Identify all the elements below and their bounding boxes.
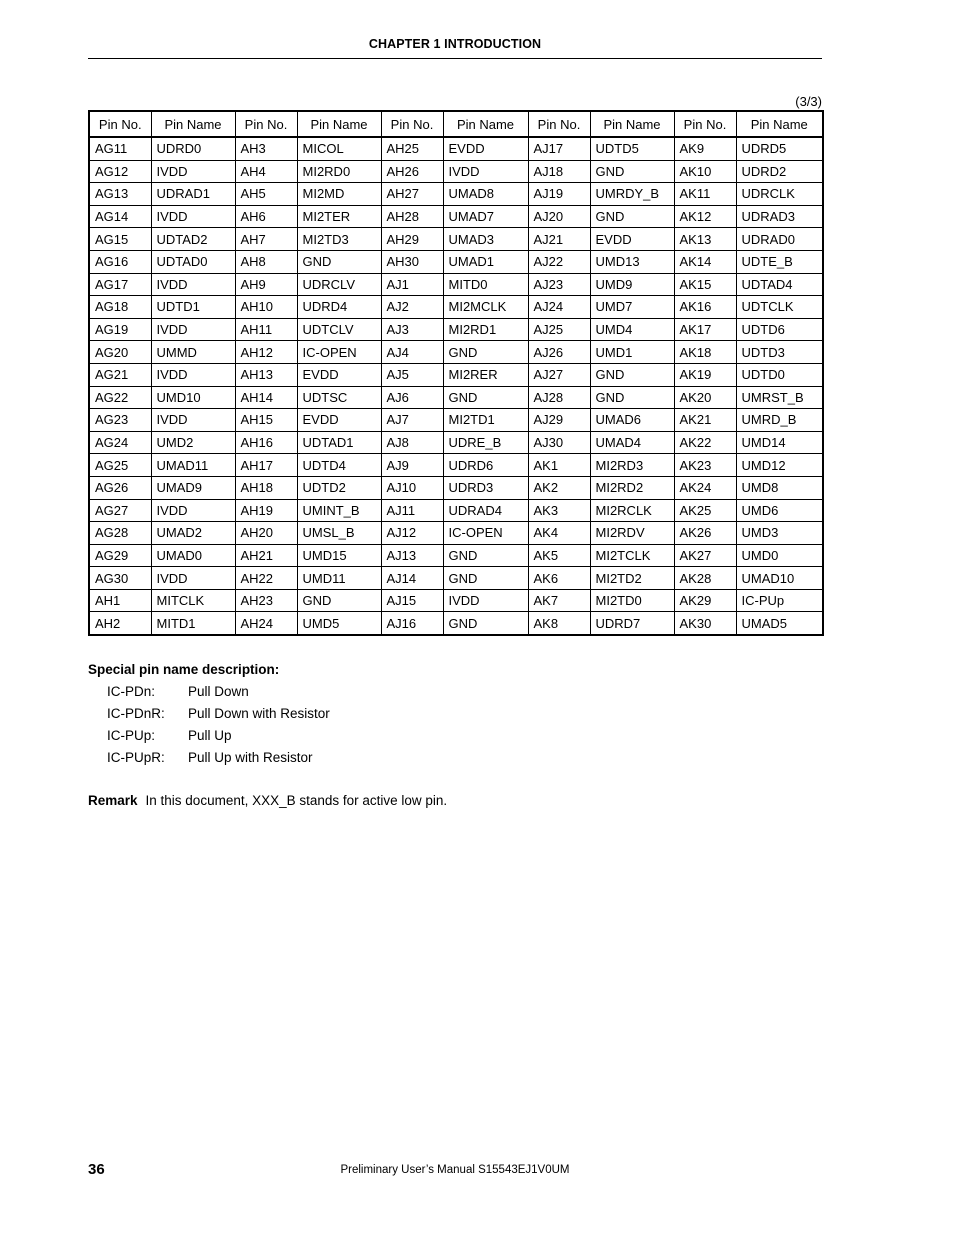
table-row bbox=[89, 431, 823, 454]
pin-number-cell: AK28 bbox=[674, 567, 736, 590]
pin-number-cell: AK10 bbox=[674, 160, 736, 183]
pin-name-cell: UDRE_B bbox=[443, 431, 528, 454]
pin-name-cell: UMINT_B bbox=[297, 499, 381, 522]
pin-number-cell: AK12 bbox=[674, 205, 736, 228]
pin-number-cell: AK13 bbox=[674, 228, 736, 251]
pin-name-cell: UDTCLK bbox=[736, 296, 823, 319]
pin-number-cell: AH15 bbox=[235, 409, 297, 432]
pin-name-cell: IVDD bbox=[151, 567, 235, 590]
pin-name-cell: UMD3 bbox=[736, 522, 823, 545]
table-row bbox=[89, 228, 823, 251]
special-pin-desc: Pull Down with Resistor bbox=[188, 706, 330, 721]
pin-name-cell: UDRAD3 bbox=[736, 205, 823, 228]
pin-name-cell: IVDD bbox=[151, 409, 235, 432]
pin-number-cell: AG14 bbox=[89, 205, 151, 228]
pin-number-cell: AH25 bbox=[381, 137, 443, 160]
pin-name-cell: UDRCLK bbox=[736, 183, 823, 206]
pin-name-cell: MI2RD3 bbox=[590, 454, 674, 477]
special-pin-code: IC-PUp: bbox=[107, 728, 156, 743]
pin-name-cell: MI2TER bbox=[297, 205, 381, 228]
pin-name-cell: UDTD5 bbox=[590, 137, 674, 160]
pin-number-cell: AH16 bbox=[235, 431, 297, 454]
pin-name-cell: MI2TCLK bbox=[590, 544, 674, 567]
pin-number-cell: AG21 bbox=[89, 363, 151, 386]
pin-name-cell: EVDD bbox=[297, 363, 381, 386]
pin-name-cell: UMRDY_B bbox=[590, 183, 674, 206]
column-header: Pin Name bbox=[736, 111, 823, 137]
pin-number-cell: AH13 bbox=[235, 363, 297, 386]
pin-number-cell: AJ8 bbox=[381, 431, 443, 454]
pin-name-cell: UMAD10 bbox=[736, 567, 823, 590]
pin-name-cell: MITD1 bbox=[151, 612, 235, 635]
pin-name-cell: UMAD1 bbox=[443, 250, 528, 273]
table-row bbox=[89, 499, 823, 522]
pin-name-cell: UDRD0 bbox=[151, 137, 235, 160]
pin-name-cell: IC-OPEN bbox=[297, 341, 381, 364]
pin-name-cell: UDTSC bbox=[297, 386, 381, 409]
table-page-index: (3/3) bbox=[795, 94, 822, 109]
pin-number-cell: AH26 bbox=[381, 160, 443, 183]
pin-name-cell: IVDD bbox=[443, 160, 528, 183]
pin-name-cell: EVDD bbox=[590, 228, 674, 251]
pin-number-cell: AK25 bbox=[674, 499, 736, 522]
table-row bbox=[89, 137, 823, 160]
pin-name-cell: UDTAD4 bbox=[736, 273, 823, 296]
pin-number-cell: AK18 bbox=[674, 341, 736, 364]
column-header: Pin No. bbox=[89, 111, 151, 137]
pin-number-cell: AH3 bbox=[235, 137, 297, 160]
pin-number-cell: AK2 bbox=[528, 476, 590, 499]
pin-number-cell: AK20 bbox=[674, 386, 736, 409]
pin-number-cell: AJ27 bbox=[528, 363, 590, 386]
pin-name-cell: UMD10 bbox=[151, 386, 235, 409]
list-item bbox=[107, 706, 330, 728]
pin-name-cell: UDTD4 bbox=[297, 454, 381, 477]
table-row bbox=[89, 386, 823, 409]
pin-number-cell: AJ22 bbox=[528, 250, 590, 273]
pin-name-cell: UMD6 bbox=[736, 499, 823, 522]
pin-number-cell: AK9 bbox=[674, 137, 736, 160]
pin-name-cell: EVDD bbox=[297, 409, 381, 432]
pin-number-cell: AH20 bbox=[235, 522, 297, 545]
pin-number-cell: AH24 bbox=[235, 612, 297, 635]
pin-name-cell: MI2RDV bbox=[590, 522, 674, 545]
pin-number-cell: AG20 bbox=[89, 341, 151, 364]
pin-name-cell: MI2RD1 bbox=[443, 318, 528, 341]
special-pin-desc: Pull Up bbox=[188, 728, 232, 743]
pin-number-cell: AG12 bbox=[89, 160, 151, 183]
pin-number-cell: AK27 bbox=[674, 544, 736, 567]
pin-number-cell: AH23 bbox=[235, 589, 297, 612]
pin-name-cell: UDRAD4 bbox=[443, 499, 528, 522]
pin-number-cell: AJ13 bbox=[381, 544, 443, 567]
pin-number-cell: AH17 bbox=[235, 454, 297, 477]
pin-number-cell: AH27 bbox=[381, 183, 443, 206]
pin-name-cell: IVDD bbox=[151, 160, 235, 183]
pin-name-cell: UDRAD0 bbox=[736, 228, 823, 251]
pin-name-cell: IVDD bbox=[151, 205, 235, 228]
table-row bbox=[89, 476, 823, 499]
pin-name-cell: IVDD bbox=[443, 589, 528, 612]
pin-name-cell: UDRCLV bbox=[297, 273, 381, 296]
pin-number-cell: AG11 bbox=[89, 137, 151, 160]
pin-number-cell: AH2 bbox=[89, 612, 151, 635]
pin-number-cell: AG22 bbox=[89, 386, 151, 409]
pin-name-cell: UDRAD1 bbox=[151, 183, 235, 206]
pin-name-cell: UMD4 bbox=[590, 318, 674, 341]
pin-name-cell: GND bbox=[297, 589, 381, 612]
pin-number-cell: AH28 bbox=[381, 205, 443, 228]
special-pin-desc: Pull Up with Resistor bbox=[188, 750, 313, 765]
pin-name-cell: GND bbox=[590, 386, 674, 409]
table-row bbox=[89, 296, 823, 319]
column-header: Pin No. bbox=[381, 111, 443, 137]
pin-number-cell: AK8 bbox=[528, 612, 590, 635]
pin-number-cell: AJ16 bbox=[381, 612, 443, 635]
table-row bbox=[89, 273, 823, 296]
pin-number-cell: AK17 bbox=[674, 318, 736, 341]
pin-number-cell: AJ19 bbox=[528, 183, 590, 206]
pin-name-cell: GND bbox=[297, 250, 381, 273]
pin-number-cell: AK23 bbox=[674, 454, 736, 477]
page-number: 36 bbox=[88, 1161, 105, 1178]
pin-number-cell: AH5 bbox=[235, 183, 297, 206]
pin-number-cell: AH18 bbox=[235, 476, 297, 499]
column-header: Pin No. bbox=[235, 111, 297, 137]
pin-name-cell: GND bbox=[443, 544, 528, 567]
list-item bbox=[107, 684, 330, 706]
pin-name-cell: IC-OPEN bbox=[443, 522, 528, 545]
pin-number-cell: AJ7 bbox=[381, 409, 443, 432]
pin-name-cell: UDRD7 bbox=[590, 612, 674, 635]
pin-number-cell: AJ14 bbox=[381, 567, 443, 590]
pin-name-cell: UMD11 bbox=[297, 567, 381, 590]
list-item bbox=[107, 750, 330, 772]
pin-name-cell: MITCLK bbox=[151, 589, 235, 612]
pin-name-cell: MICOL bbox=[297, 137, 381, 160]
table-row bbox=[89, 363, 823, 386]
pin-number-cell: AK19 bbox=[674, 363, 736, 386]
pin-number-cell: AH6 bbox=[235, 205, 297, 228]
pin-number-cell: AH9 bbox=[235, 273, 297, 296]
pin-number-cell: AJ9 bbox=[381, 454, 443, 477]
pin-name-cell: UMMD bbox=[151, 341, 235, 364]
table-row bbox=[89, 589, 823, 612]
pin-name-cell: MITD0 bbox=[443, 273, 528, 296]
pin-name-cell: GND bbox=[443, 386, 528, 409]
pin-number-cell: AG19 bbox=[89, 318, 151, 341]
pin-name-cell: UDTD1 bbox=[151, 296, 235, 319]
pin-number-cell: AG24 bbox=[89, 431, 151, 454]
table-row bbox=[89, 160, 823, 183]
pin-number-cell: AK21 bbox=[674, 409, 736, 432]
pin-number-cell: AG30 bbox=[89, 567, 151, 590]
manual-title: Preliminary User’s Manual S15543EJ1V0UM bbox=[340, 1164, 570, 1176]
pin-name-cell: MI2RD2 bbox=[590, 476, 674, 499]
pin-number-cell: AH12 bbox=[235, 341, 297, 364]
table-row bbox=[89, 409, 823, 432]
pin-name-cell: UMD2 bbox=[151, 431, 235, 454]
pin-name-cell: UDTAD2 bbox=[151, 228, 235, 251]
pin-number-cell: AG23 bbox=[89, 409, 151, 432]
table-row bbox=[89, 341, 823, 364]
pin-name-cell: UMD0 bbox=[736, 544, 823, 567]
pin-name-cell: UMSL_B bbox=[297, 522, 381, 545]
pin-name-cell: UMD9 bbox=[590, 273, 674, 296]
pin-number-cell: AK3 bbox=[528, 499, 590, 522]
column-header: Pin Name bbox=[443, 111, 528, 137]
pin-name-cell: UDTD2 bbox=[297, 476, 381, 499]
special-pin-code: IC-PDn: bbox=[107, 684, 156, 699]
pin-name-cell: MI2TD3 bbox=[297, 228, 381, 251]
column-header: Pin No. bbox=[674, 111, 736, 137]
pin-number-cell: AH29 bbox=[381, 228, 443, 251]
pin-table bbox=[88, 110, 824, 636]
pin-name-cell: UMD14 bbox=[736, 431, 823, 454]
pin-name-cell: GND bbox=[443, 341, 528, 364]
column-header: Pin No. bbox=[528, 111, 590, 137]
pin-number-cell: AG27 bbox=[89, 499, 151, 522]
remark bbox=[88, 793, 447, 808]
pin-name-cell: UMD15 bbox=[297, 544, 381, 567]
pin-number-cell: AJ11 bbox=[381, 499, 443, 522]
remark-label: Remark bbox=[88, 793, 138, 808]
pin-number-cell: AJ29 bbox=[528, 409, 590, 432]
pin-number-cell: AG13 bbox=[89, 183, 151, 206]
table-row bbox=[89, 183, 823, 206]
pin-name-cell: IVDD bbox=[151, 273, 235, 296]
pin-number-cell: AH22 bbox=[235, 567, 297, 590]
header-divider bbox=[88, 58, 822, 59]
special-pin-code: IC-PDnR: bbox=[107, 706, 165, 721]
pin-number-cell: AG26 bbox=[89, 476, 151, 499]
table-row bbox=[89, 205, 823, 228]
table-row bbox=[89, 454, 823, 477]
pin-number-cell: AH14 bbox=[235, 386, 297, 409]
pin-number-cell: AK30 bbox=[674, 612, 736, 635]
pin-number-cell: AJ30 bbox=[528, 431, 590, 454]
pin-number-cell: AG25 bbox=[89, 454, 151, 477]
pin-name-cell: UMAD0 bbox=[151, 544, 235, 567]
pin-name-cell: UMD13 bbox=[590, 250, 674, 273]
column-header: Pin Name bbox=[297, 111, 381, 137]
pin-name-cell: IVDD bbox=[151, 499, 235, 522]
pin-name-cell: GND bbox=[590, 205, 674, 228]
table-row bbox=[89, 250, 823, 273]
pin-name-cell: IVDD bbox=[151, 363, 235, 386]
pin-number-cell: AG16 bbox=[89, 250, 151, 273]
table-row bbox=[89, 318, 823, 341]
pin-name-cell: UMD12 bbox=[736, 454, 823, 477]
pin-number-cell: AJ2 bbox=[381, 296, 443, 319]
pin-number-cell: AK6 bbox=[528, 567, 590, 590]
pin-name-cell: UDTE_B bbox=[736, 250, 823, 273]
pin-number-cell: AH10 bbox=[235, 296, 297, 319]
pin-name-cell: UMD8 bbox=[736, 476, 823, 499]
pin-number-cell: AJ3 bbox=[381, 318, 443, 341]
table-row bbox=[89, 567, 823, 590]
pin-number-cell: AJ4 bbox=[381, 341, 443, 364]
pin-name-cell: IC-PUp bbox=[736, 589, 823, 612]
pin-number-cell: AH8 bbox=[235, 250, 297, 273]
pin-name-cell: UMAD2 bbox=[151, 522, 235, 545]
pin-name-cell: UMAD4 bbox=[590, 431, 674, 454]
pin-name-cell: IVDD bbox=[151, 318, 235, 341]
pin-name-cell: UDTCLV bbox=[297, 318, 381, 341]
pin-number-cell: AK11 bbox=[674, 183, 736, 206]
pin-number-cell: AJ23 bbox=[528, 273, 590, 296]
pin-number-cell: AG18 bbox=[89, 296, 151, 319]
special-pin-title: Special pin name description: bbox=[88, 662, 280, 677]
pin-number-cell: AK1 bbox=[528, 454, 590, 477]
pin-number-cell: AJ28 bbox=[528, 386, 590, 409]
pin-number-cell: AK16 bbox=[674, 296, 736, 319]
pin-name-cell: EVDD bbox=[443, 137, 528, 160]
pin-number-cell: AJ15 bbox=[381, 589, 443, 612]
column-header: Pin Name bbox=[151, 111, 235, 137]
pin-name-cell: UDTAD0 bbox=[151, 250, 235, 273]
special-pin-desc: Pull Down bbox=[188, 684, 249, 699]
table-row bbox=[89, 544, 823, 567]
column-header: Pin Name bbox=[590, 111, 674, 137]
chapter-header: CHAPTER 1 INTRODUCTION bbox=[368, 37, 542, 51]
pin-number-cell: AK22 bbox=[674, 431, 736, 454]
pin-number-cell: AK4 bbox=[528, 522, 590, 545]
pin-number-cell: AK24 bbox=[674, 476, 736, 499]
pin-number-cell: AH7 bbox=[235, 228, 297, 251]
pin-name-cell: MI2MD bbox=[297, 183, 381, 206]
pin-name-cell: UMRD_B bbox=[736, 409, 823, 432]
pin-name-cell: UMAD6 bbox=[590, 409, 674, 432]
pin-number-cell: AJ10 bbox=[381, 476, 443, 499]
pin-name-cell: UMD5 bbox=[297, 612, 381, 635]
table-row bbox=[89, 522, 823, 545]
table-body bbox=[89, 137, 823, 635]
pin-number-cell: AJ12 bbox=[381, 522, 443, 545]
pin-name-cell: UDRD5 bbox=[736, 137, 823, 160]
pin-number-cell: AJ26 bbox=[528, 341, 590, 364]
pin-name-cell: UMAD5 bbox=[736, 612, 823, 635]
pin-number-cell: AG15 bbox=[89, 228, 151, 251]
pin-number-cell: AK15 bbox=[674, 273, 736, 296]
pin-name-cell: UMAD7 bbox=[443, 205, 528, 228]
pin-name-cell: UDTAD1 bbox=[297, 431, 381, 454]
pin-number-cell: AH21 bbox=[235, 544, 297, 567]
remark-text: In this document, XXX_B stands for active low pin. bbox=[145, 793, 448, 808]
special-pin-list bbox=[107, 684, 330, 772]
pin-name-cell: GND bbox=[590, 363, 674, 386]
pin-number-cell: AJ21 bbox=[528, 228, 590, 251]
pin-number-cell: AK7 bbox=[528, 589, 590, 612]
pin-number-cell: AJ18 bbox=[528, 160, 590, 183]
pin-number-cell: AJ20 bbox=[528, 205, 590, 228]
pin-name-cell: UMAD8 bbox=[443, 183, 528, 206]
pin-number-cell: AJ5 bbox=[381, 363, 443, 386]
pin-name-cell: MI2TD0 bbox=[590, 589, 674, 612]
pin-number-cell: AH11 bbox=[235, 318, 297, 341]
pin-name-cell: MI2RCLK bbox=[590, 499, 674, 522]
pin-name-cell: MI2TD2 bbox=[590, 567, 674, 590]
pin-number-cell: AH30 bbox=[381, 250, 443, 273]
pin-number-cell: AG29 bbox=[89, 544, 151, 567]
pin-name-cell: UDTD6 bbox=[736, 318, 823, 341]
pin-name-cell: UDRD3 bbox=[443, 476, 528, 499]
pin-number-cell: AJ17 bbox=[528, 137, 590, 160]
pin-name-cell: MI2TD1 bbox=[443, 409, 528, 432]
special-pin-code: IC-PUpR: bbox=[107, 750, 165, 765]
pin-name-cell: GND bbox=[443, 612, 528, 635]
pin-number-cell: AJ6 bbox=[381, 386, 443, 409]
pin-number-cell: AK5 bbox=[528, 544, 590, 567]
pin-name-cell: UMD1 bbox=[590, 341, 674, 364]
pin-name-cell: MI2RER bbox=[443, 363, 528, 386]
list-item bbox=[107, 728, 330, 750]
pin-number-cell: AK29 bbox=[674, 589, 736, 612]
pin-number-cell: AK14 bbox=[674, 250, 736, 273]
pin-name-cell: UDRD2 bbox=[736, 160, 823, 183]
pin-name-cell: UMAD11 bbox=[151, 454, 235, 477]
pin-name-cell: UDRD4 bbox=[297, 296, 381, 319]
pin-name-cell: UMD7 bbox=[590, 296, 674, 319]
pin-number-cell: AH4 bbox=[235, 160, 297, 183]
pin-name-cell: UMAD3 bbox=[443, 228, 528, 251]
pin-name-cell: MI2MCLK bbox=[443, 296, 528, 319]
pin-name-cell: UMAD9 bbox=[151, 476, 235, 499]
pin-name-cell: GND bbox=[590, 160, 674, 183]
pin-name-cell: UMRST_B bbox=[736, 386, 823, 409]
table-header-row bbox=[89, 111, 823, 137]
pin-number-cell: AJ24 bbox=[528, 296, 590, 319]
table-row bbox=[89, 612, 823, 635]
pin-number-cell: AG28 bbox=[89, 522, 151, 545]
pin-number-cell: AH19 bbox=[235, 499, 297, 522]
pin-name-cell: UDRD6 bbox=[443, 454, 528, 477]
pin-number-cell: AJ25 bbox=[528, 318, 590, 341]
pin-name-cell: UDTD0 bbox=[736, 363, 823, 386]
pin-name-cell: GND bbox=[443, 567, 528, 590]
pin-name-cell: MI2RD0 bbox=[297, 160, 381, 183]
pin-number-cell: AH1 bbox=[89, 589, 151, 612]
pin-name-cell: UDTD3 bbox=[736, 341, 823, 364]
pin-number-cell: AK26 bbox=[674, 522, 736, 545]
pin-number-cell: AG17 bbox=[89, 273, 151, 296]
pin-number-cell: AJ1 bbox=[381, 273, 443, 296]
